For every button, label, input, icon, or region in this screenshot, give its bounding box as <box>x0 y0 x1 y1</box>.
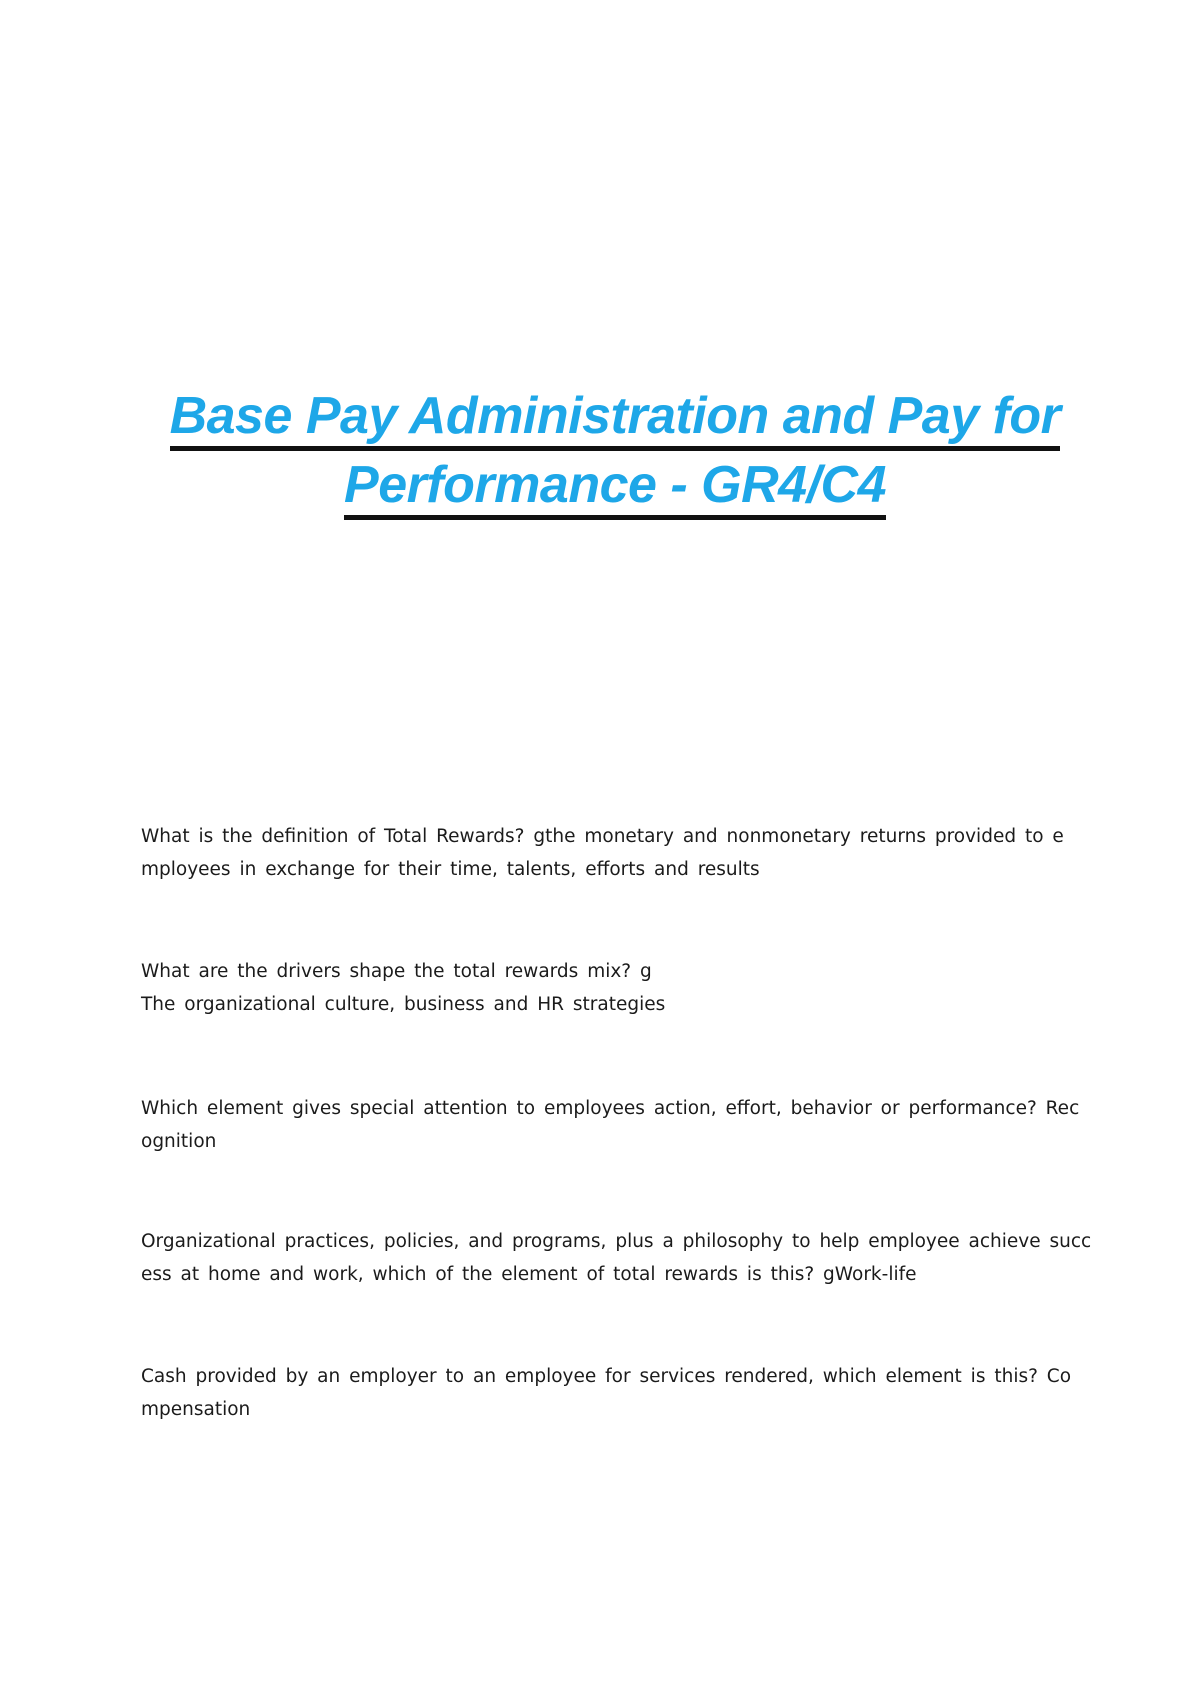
qa-line: Which element gives special attention to employees action, effort, behavior or performance? Rec <box>141 1098 1080 1119</box>
qa-line: ess at home and work, which of the element of total rewards is this? gWork-life <box>141 1264 917 1285</box>
qa-line: What is the definition of Total Rewards? gthe monetary and nonmonetary returns provided to e <box>141 826 1064 847</box>
qa-line: ognition <box>141 1131 217 1152</box>
document-title <box>150 388 1080 526</box>
qa-line: mployees in exchange for their time, talents, efforts and results <box>141 859 760 880</box>
qa-item-work-life <box>141 1225 1092 1291</box>
qa-line: The organizational culture, business and HR strategies <box>141 994 666 1015</box>
qa-item-drivers <box>141 955 1059 1021</box>
qa-line: Organizational practices, policies, and programs, plus a philosophy to help employee achieve succ <box>141 1231 1092 1252</box>
qa-line: What are the drivers shape the total rewards mix? g <box>141 961 652 982</box>
qa-item-compensation <box>141 1360 1072 1426</box>
title-line-2: Performance - GR4/C4 <box>344 457 886 520</box>
qa-line: mpensation <box>141 1399 251 1420</box>
qa-item-total-rewards <box>141 820 1064 886</box>
qa-item-recognition <box>141 1092 1080 1158</box>
title-line-1: Base Pay Administration and Pay for <box>170 388 1061 451</box>
qa-line: Cash provided by an employer to an employee for services rendered, which element is this? Co <box>141 1366 1072 1387</box>
